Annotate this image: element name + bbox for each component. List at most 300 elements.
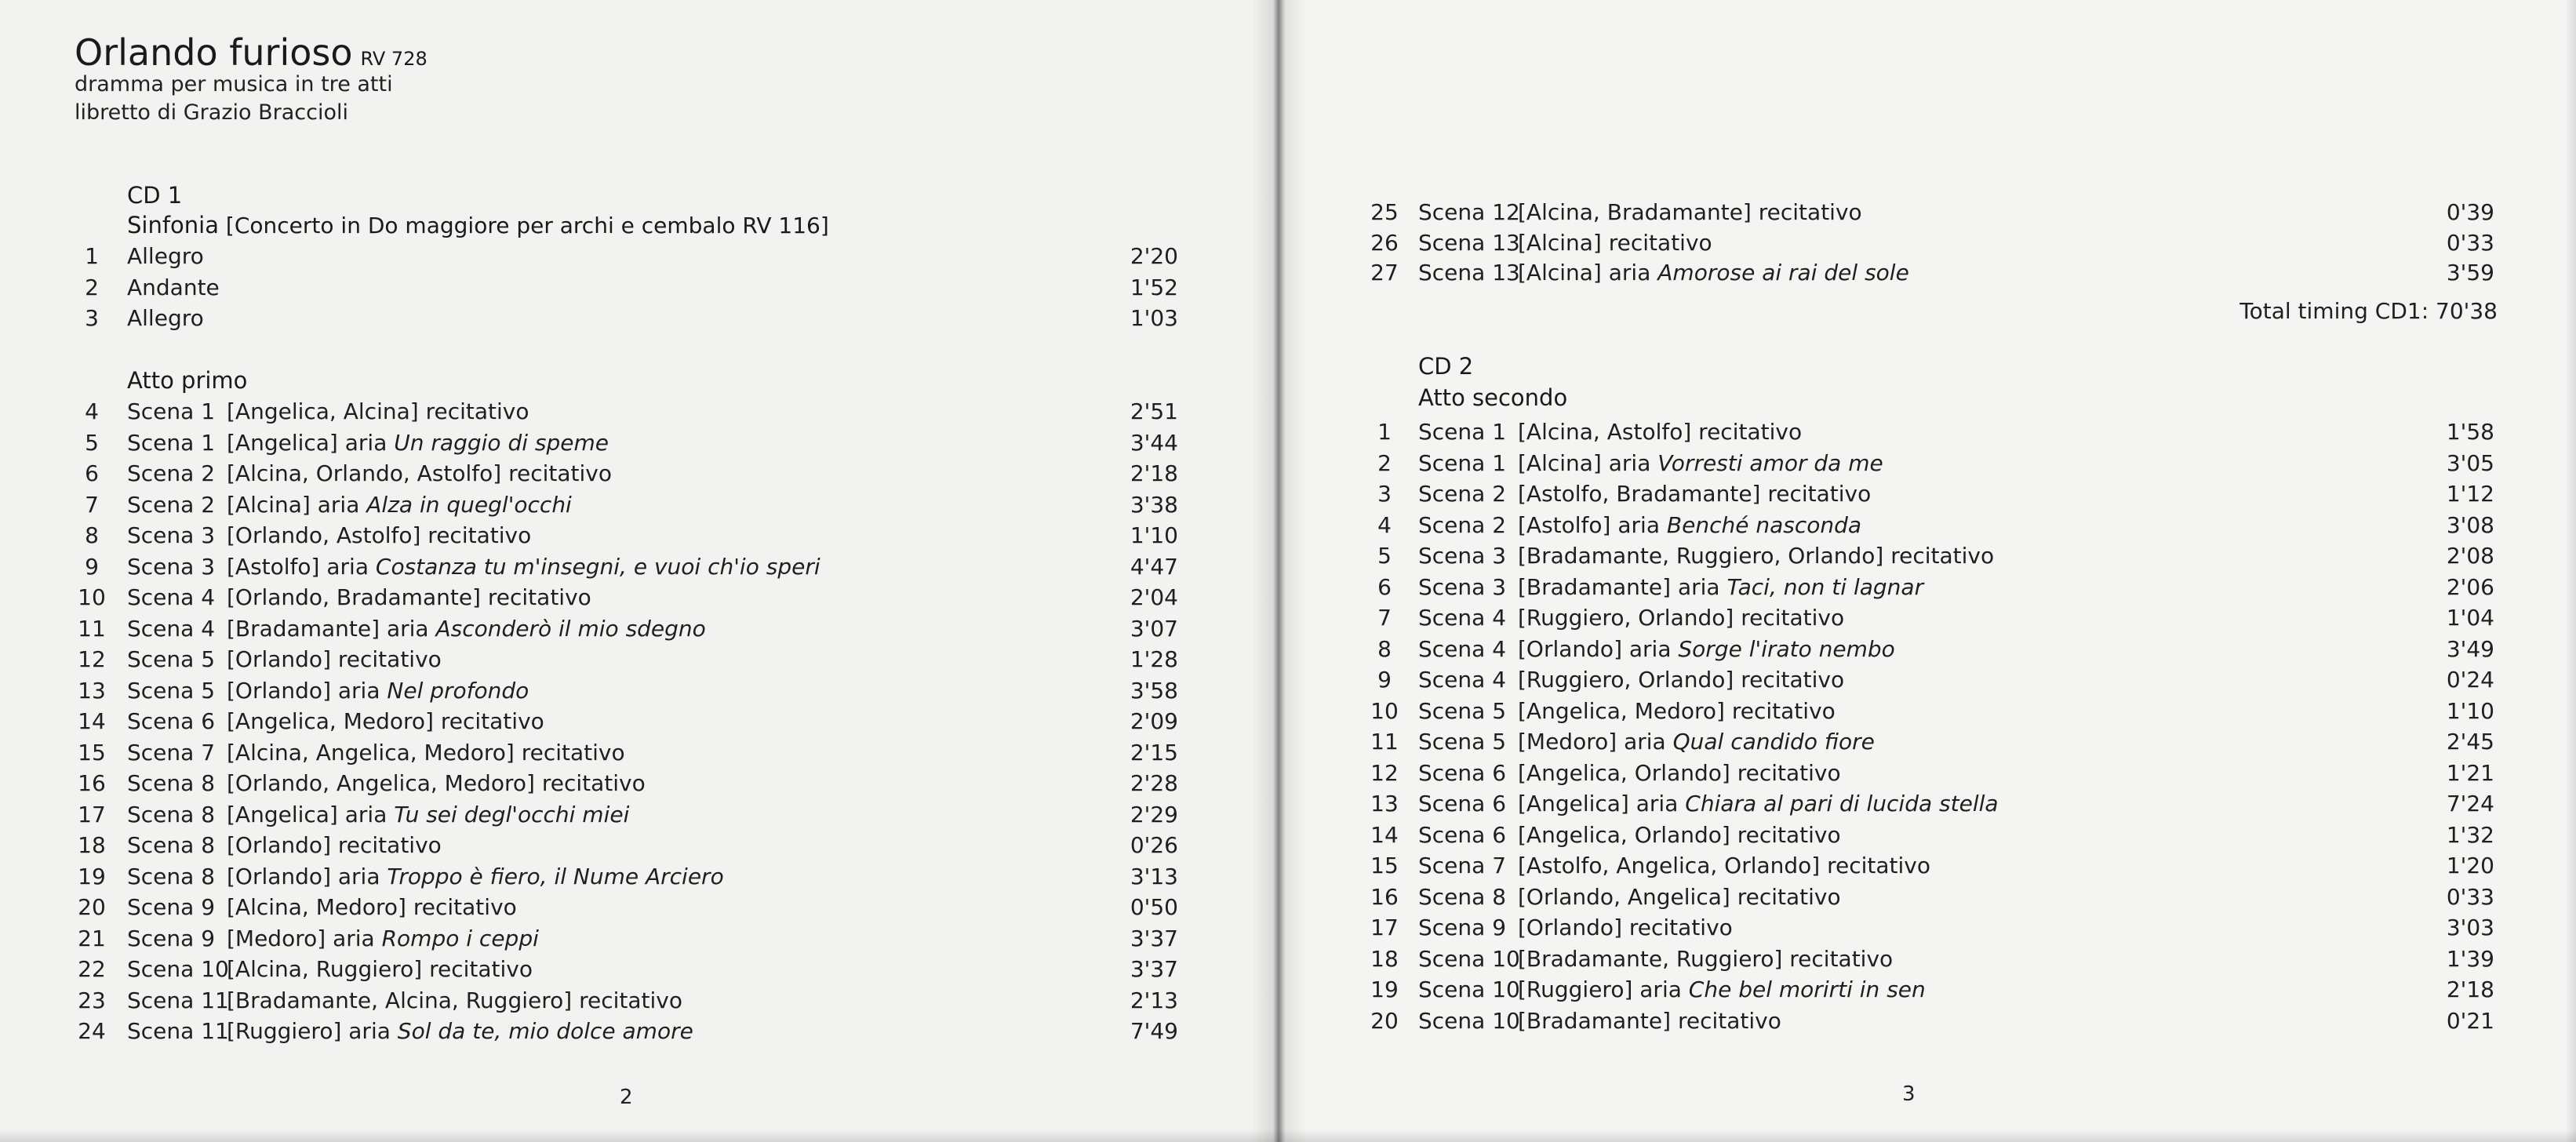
movement-name: Allegro — [127, 305, 204, 331]
track-number: 8 — [1377, 635, 1392, 662]
aria-title: Tu sei degl'occhi miei — [394, 801, 630, 827]
bottom-shadow — [0, 1129, 2576, 1142]
track-row — [1357, 698, 2494, 729]
total-timing: Total timing CD1: 70'38 — [2239, 298, 2498, 324]
track-description — [227, 770, 646, 796]
track-duration: 2'45 — [2446, 729, 2494, 755]
track-description — [227, 492, 572, 518]
scene-label: Scena 8 — [1418, 883, 1507, 910]
track-row — [1357, 481, 2494, 512]
track-row — [1357, 419, 2494, 450]
roles-and-form: [Alcina, Astolfo] recitativo — [1518, 419, 1803, 445]
scene-label: Scena 10 — [1418, 945, 1520, 972]
scene-label: Scena 2 — [1418, 481, 1507, 507]
track-duration: 3'59 — [2446, 260, 2494, 286]
roles-and-form: [Orlando, Astolfo] recitativo — [227, 522, 532, 548]
track-row — [1357, 853, 2494, 884]
track-number: 12 — [1370, 759, 1399, 786]
track-row — [64, 926, 1178, 957]
track-number: 6 — [1377, 573, 1392, 600]
roles-and-form: [Angelica] aria — [227, 429, 387, 456]
track-description — [1518, 543, 1994, 569]
roles-and-form: [Alcina] recitativo — [1518, 229, 1712, 256]
scene-label: Scena 2 — [127, 491, 216, 518]
roles-and-form: [Ruggiero] aria — [1518, 977, 1682, 1002]
track-duration: 1'58 — [2446, 419, 2494, 445]
track-number: 24 — [78, 1018, 106, 1044]
movement-name: Allegro — [127, 243, 204, 269]
track-number: 4 — [85, 398, 99, 424]
roles-and-form: [Bradamante, Ruggiero] recitativo — [1518, 945, 1894, 972]
track-row — [64, 987, 1178, 1019]
scene-label: Scena 6 — [1418, 759, 1507, 786]
track-description — [1518, 946, 1893, 972]
track-duration: 2'13 — [1130, 987, 1178, 1013]
track-duration: 1'03 — [1130, 305, 1178, 331]
track-number: 5 — [1377, 543, 1392, 569]
roles-and-form: [Angelica, Medoro] recitativo — [227, 708, 544, 734]
track-duration: 1'32 — [2446, 821, 2494, 848]
track-description — [1518, 791, 1999, 816]
track-duration: 2'08 — [2446, 543, 2494, 569]
track-description — [227, 987, 682, 1013]
track-duration: 3'38 — [1130, 491, 1178, 518]
track-duration: 3'49 — [2446, 635, 2494, 662]
track-row — [1357, 512, 2494, 544]
track-number: 26 — [1370, 229, 1399, 256]
track-description — [1518, 450, 1883, 476]
track-row — [1357, 667, 2494, 698]
track-duration: 2'09 — [1130, 708, 1178, 734]
track-number: 13 — [78, 677, 106, 704]
track-number: 13 — [1370, 791, 1399, 816]
track-description — [227, 802, 629, 827]
scene-label: Scena 10 — [1418, 1007, 1520, 1034]
roles-and-form: [Bradamante] aria — [227, 615, 429, 642]
track-duration: 4'47 — [1130, 553, 1178, 580]
scene-label: Scena 6 — [1418, 791, 1507, 816]
roles-and-form: [Angelica, Medoro] recitativo — [1518, 697, 1836, 724]
track-duration: 3'08 — [2446, 511, 2494, 538]
track-number: 10 — [1370, 697, 1399, 724]
sinfonia-detail: [Concerto in Do maggiore per archi e cembalo RV 116] — [219, 213, 829, 238]
track-number: 14 — [78, 708, 106, 734]
track-duration: 3'37 — [1130, 925, 1178, 951]
aria-title: Sorge l'irato nembo — [1678, 635, 1895, 662]
scene-label: Scena 6 — [1418, 821, 1507, 848]
track-number: 20 — [78, 894, 106, 920]
roles-and-form: [Alcina] aria — [1518, 260, 1651, 286]
track-description — [1518, 481, 1871, 507]
roles-and-form: [Orlando] recitativo — [1518, 915, 1733, 940]
scene-label: Scena 4 — [1418, 667, 1507, 693]
roles-and-form: [Astolfo] aria — [1518, 511, 1660, 538]
track-description — [1518, 199, 1862, 225]
track-number: 9 — [1377, 667, 1392, 693]
track-row — [64, 646, 1178, 678]
track-duration: 3'37 — [1130, 956, 1178, 982]
scene-label: Scena 5 — [127, 646, 216, 672]
track-description — [1518, 667, 1844, 693]
track-description — [227, 646, 442, 672]
track-duration: 0'24 — [2446, 667, 2494, 693]
aria-title: Un raggio di speme — [394, 429, 609, 456]
track-row — [1357, 946, 2494, 977]
page-number: 3 — [1902, 1082, 1916, 1106]
track-description — [227, 398, 529, 424]
track-number: 25 — [1370, 199, 1399, 225]
aria-title: Rompo i ceppi — [381, 925, 539, 951]
roles-and-form: [Angelica] aria — [227, 801, 387, 827]
aria-title: Taci, non ti lagnar — [1726, 573, 1924, 600]
track-row — [1357, 574, 2494, 606]
track-description — [1518, 698, 1836, 724]
track-row — [1357, 1008, 2494, 1039]
track-row — [1357, 977, 2494, 1008]
track-number: 22 — [78, 956, 106, 982]
roles-and-form: [Angelica] aria — [1518, 791, 1679, 816]
roles-and-form: [Alcina, Ruggiero] recitativo — [227, 956, 533, 982]
roles-and-form: [Bradamante, Alcina, Ruggiero] recitativo — [227, 987, 682, 1013]
track-row — [64, 708, 1178, 740]
act-heading: Atto secondo — [1418, 384, 1568, 411]
roles-and-form: [Angelica, Alcina] recitativo — [227, 398, 529, 424]
roles-and-form: [Ruggiero, Orlando] recitativo — [1518, 605, 1845, 631]
track-number: 15 — [1370, 853, 1399, 878]
aria-title: Costanza tu m'insegni, e vuoi ch'io speri — [375, 553, 820, 580]
track-number: 11 — [1370, 729, 1399, 755]
track-number: 15 — [78, 739, 106, 766]
track-duration: 0'21 — [2446, 1007, 2494, 1034]
track-duration: 0'26 — [1130, 832, 1178, 858]
track-row — [64, 275, 1178, 306]
scene-label: Scena 13 — [1418, 229, 1520, 256]
roles-and-form: [Ruggiero, Orlando] recitativo — [1518, 667, 1845, 693]
track-number: 1 — [1377, 419, 1392, 445]
roles-and-form: [Bradamante] aria — [1518, 573, 1720, 600]
track-row — [64, 1018, 1178, 1049]
track-number: 18 — [78, 832, 106, 858]
scene-label: Scena 1 — [1418, 419, 1507, 445]
track-duration: 0'33 — [2446, 229, 2494, 256]
track-duration: 3'13 — [1130, 863, 1178, 889]
track-duration: 0'39 — [2446, 199, 2494, 225]
page-number: 2 — [620, 1086, 633, 1109]
track-duration: 2'15 — [1130, 739, 1178, 766]
track-number: 3 — [85, 305, 99, 331]
sinfonia-word: Sinfonia — [127, 212, 220, 238]
catalogue-number: RV 728 — [360, 48, 428, 70]
scene-label: Scena 1 — [127, 429, 216, 456]
scene-label: Scena 8 — [127, 863, 216, 889]
roles-and-form: [Orlando] recitativo — [227, 646, 442, 672]
page-edge-shadow — [2565, 0, 2576, 1142]
scene-label: Scena 11 — [127, 987, 229, 1013]
track-description — [227, 460, 612, 486]
track-number: 23 — [78, 987, 106, 1013]
track-duration: 1'21 — [2446, 759, 2494, 786]
track-description — [1518, 822, 1841, 848]
track-description — [227, 894, 517, 920]
track-row — [1357, 636, 2494, 667]
track-duration: 2'20 — [1130, 243, 1178, 269]
roles-and-form: [Angelica, Orlando] recitativo — [1518, 821, 1841, 848]
track-row — [1357, 543, 2494, 574]
scene-label: Scena 2 — [127, 460, 216, 486]
right-page — [1279, 0, 2576, 1142]
track-number: 19 — [1370, 977, 1399, 1002]
track-duration: 3'05 — [2446, 449, 2494, 476]
roles-and-form: [Astolfo] aria — [227, 553, 369, 580]
track-description — [1518, 729, 1875, 755]
track-duration: 1'39 — [2446, 945, 2494, 972]
track-number: 11 — [78, 615, 106, 642]
scene-label: Scena 2 — [1418, 511, 1507, 538]
aria-title: Nel profondo — [387, 677, 529, 704]
scene-label: Scena 4 — [1418, 605, 1507, 631]
aria-title: Qual candido fiore — [1672, 729, 1875, 755]
track-description — [227, 832, 442, 858]
scene-label: Scena 4 — [1418, 635, 1507, 662]
track-row — [1357, 822, 2494, 853]
scene-label: Scena 8 — [127, 770, 216, 796]
movement-name: Andante — [127, 274, 220, 300]
track-description — [1518, 884, 1841, 910]
track-number: 16 — [78, 770, 106, 796]
track-number: 19 — [78, 863, 106, 889]
track-row — [64, 678, 1178, 709]
track-description — [1518, 977, 1926, 1002]
aria-title: Vorresti amor da me — [1657, 449, 1883, 476]
track-row — [64, 243, 1178, 275]
scene-label: Scena 4 — [127, 584, 216, 610]
scene-label: Scena 10 — [1418, 977, 1520, 1002]
track-number: 10 — [78, 584, 106, 610]
track-number: 2 — [1377, 449, 1392, 476]
scene-label: Scena 10 — [127, 956, 229, 982]
track-description — [227, 554, 820, 580]
roles-and-form: [Alcina] aria — [227, 491, 360, 518]
track-description — [227, 430, 609, 456]
track-row — [1357, 729, 2494, 760]
track-description — [1518, 605, 1844, 631]
track-duration: 2'06 — [2446, 573, 2494, 600]
book-gutter — [1251, 0, 1306, 1142]
scene-label: Scena 4 — [127, 615, 216, 642]
track-description — [227, 616, 706, 642]
track-description — [1518, 574, 1923, 600]
roles-and-form: [Astolfo, Bradamante] recitativo — [1518, 481, 1872, 507]
track-description — [1518, 230, 1712, 256]
left-page — [0, 0, 1279, 1142]
roles-and-form: [Alcina, Orlando, Astolfo] recitativo — [227, 460, 613, 486]
track-row — [64, 522, 1178, 554]
roles-and-form: [Orlando] aria — [227, 677, 380, 704]
scene-label: Scena 3 — [127, 522, 216, 548]
track-number: 1 — [85, 243, 99, 269]
track-number: 5 — [85, 429, 99, 456]
track-duration: 7'24 — [2446, 791, 2494, 816]
track-duration: 1'52 — [1130, 274, 1178, 300]
track-row — [1357, 199, 2494, 231]
track-row — [64, 398, 1178, 430]
aria-title: Troppo è fiero, il Nume Arciero — [387, 863, 724, 889]
track-row — [1357, 915, 2494, 946]
roles-and-form: [Orlando, Bradamante] recitativo — [227, 584, 591, 610]
track-number: 17 — [1370, 915, 1399, 940]
track-row — [64, 864, 1178, 895]
roles-and-form: [Astolfo, Angelica, Orlando] recitativo — [1518, 853, 1931, 878]
roles-and-form: [Orlando] recitativo — [227, 832, 442, 858]
track-number: 20 — [1370, 1007, 1399, 1034]
track-description — [227, 522, 531, 548]
track-number: 21 — [78, 925, 106, 951]
track-duration: 1'12 — [2446, 481, 2494, 507]
aria-title: Che bel morirti in sen — [1688, 977, 1926, 1002]
track-number: 16 — [1370, 883, 1399, 910]
track-description — [1518, 419, 1802, 445]
track-description — [227, 864, 724, 889]
act-heading: Atto primo — [127, 367, 248, 394]
track-number: 2 — [85, 274, 99, 300]
scene-label: Scena 3 — [127, 553, 216, 580]
cd-label: CD 2 — [1418, 353, 1474, 380]
track-row — [64, 956, 1178, 987]
track-row — [1357, 605, 2494, 636]
subtitle-librettist: libretto di Grazio Braccioli — [75, 100, 348, 125]
track-description — [1518, 760, 1841, 786]
scene-label: Scena 9 — [127, 925, 216, 951]
scene-label: Scena 12 — [1418, 199, 1520, 225]
track-duration: 0'50 — [1130, 894, 1178, 920]
track-number: 4 — [1377, 511, 1392, 538]
track-duration: 1'28 — [1130, 646, 1178, 672]
roles-and-form: [Medoro] aria — [1518, 729, 1666, 755]
track-duration: 0'33 — [2446, 883, 2494, 910]
track-row — [64, 460, 1178, 492]
track-row — [64, 584, 1178, 616]
track-duration: 3'44 — [1130, 429, 1178, 456]
scene-label: Scena 1 — [127, 398, 216, 424]
track-description — [227, 1018, 693, 1044]
track-duration: 2'28 — [1130, 770, 1178, 796]
track-number: 17 — [78, 801, 106, 827]
track-duration: 1'20 — [2446, 853, 2494, 878]
track-description — [227, 584, 591, 610]
track-duration: 1'10 — [1130, 522, 1178, 548]
roles-and-form: [Orlando, Angelica, Medoro] recitativo — [227, 770, 646, 796]
track-row — [1357, 791, 2494, 822]
track-number: 9 — [85, 553, 99, 580]
track-number: 12 — [78, 646, 106, 672]
track-number: 8 — [85, 522, 99, 548]
track-description — [1518, 260, 1909, 286]
track-duration: 3'58 — [1130, 677, 1178, 704]
roles-and-form: [Angelica, Orlando] recitativo — [1518, 759, 1841, 786]
track-duration: 1'10 — [2446, 697, 2494, 724]
scene-label: Scena 5 — [1418, 729, 1507, 755]
track-row — [64, 802, 1178, 833]
scene-label: Scena 5 — [127, 677, 216, 704]
track-row — [64, 492, 1178, 523]
scene-label: Scena 8 — [127, 801, 216, 827]
scene-label: Scena 3 — [1418, 573, 1507, 600]
subtitle-genre: dramma per musica in tre atti — [75, 72, 393, 96]
roles-and-form: [Alcina, Angelica, Medoro] recitativo — [227, 739, 625, 766]
track-duration: 7'49 — [1130, 1018, 1178, 1044]
roles-and-form: [Orlando] aria — [1518, 635, 1672, 662]
track-number: 7 — [1377, 605, 1392, 631]
aria-title: Amorose ai rai del sole — [1657, 260, 1909, 286]
track-row — [64, 770, 1178, 802]
track-description — [227, 678, 529, 704]
aria-title: Sol da te, mio dolce amore — [397, 1018, 693, 1044]
aria-title: Asconderò il mio sdegno — [435, 615, 706, 642]
scene-label: Scena 7 — [127, 739, 216, 766]
aria-title: Benché nasconda — [1666, 511, 1862, 538]
track-description — [227, 740, 625, 766]
track-row — [64, 832, 1178, 864]
aria-title: Chiara al pari di lucida stella — [1685, 791, 1999, 816]
track-duration: 2'04 — [1130, 584, 1178, 610]
scene-label: Scena 3 — [1418, 543, 1507, 569]
track-description — [1518, 853, 1930, 878]
track-row — [1357, 884, 2494, 915]
scene-label: Scena 6 — [127, 708, 216, 734]
track-row — [64, 894, 1178, 926]
track-row — [64, 305, 1178, 336]
scene-label: Scena 8 — [127, 832, 216, 858]
roles-and-form: [Bradamante, Ruggiero, Orlando] recitativo — [1518, 543, 1995, 569]
scene-label: Scena 1 — [1418, 449, 1507, 476]
scene-label: Scena 7 — [1418, 853, 1507, 878]
track-row — [64, 430, 1178, 461]
scene-label: Scena 9 — [1418, 915, 1507, 940]
track-row — [64, 616, 1178, 647]
track-row — [64, 740, 1178, 771]
track-duration: 3'07 — [1130, 615, 1178, 642]
track-description — [227, 956, 533, 982]
track-row — [64, 554, 1178, 585]
track-duration: 3'03 — [2446, 915, 2494, 940]
roles-and-form: [Ruggiero] aria — [227, 1018, 391, 1044]
track-number: 18 — [1370, 945, 1399, 972]
track-number: 7 — [85, 491, 99, 518]
track-duration: 2'18 — [2446, 977, 2494, 1002]
track-description — [1518, 915, 1733, 940]
roles-and-form: [Bradamante] recitativo — [1518, 1007, 1781, 1034]
track-number: 27 — [1370, 260, 1399, 286]
track-duration: 1'04 — [2446, 605, 2494, 631]
track-row — [1357, 230, 2494, 261]
sinfonia-heading — [127, 212, 829, 238]
roles-and-form: [Medoro] aria — [227, 925, 375, 951]
track-row — [1357, 450, 2494, 482]
track-number: 3 — [1377, 481, 1392, 507]
track-number: 6 — [85, 460, 99, 486]
track-description — [227, 708, 544, 734]
track-description — [227, 926, 539, 951]
roles-and-form: [Alcina] aria — [1518, 449, 1651, 476]
track-number: 14 — [1370, 821, 1399, 848]
track-description — [1518, 1008, 1781, 1034]
roles-and-form: [Alcina, Medoro] recitativo — [227, 894, 517, 920]
roles-and-form: [Orlando] aria — [227, 863, 380, 889]
scene-label: Scena 13 — [1418, 260, 1520, 286]
roles-and-form: [Orlando, Angelica] recitativo — [1518, 883, 1841, 910]
scene-label: Scena 11 — [127, 1018, 229, 1044]
scene-label: Scena 9 — [127, 894, 216, 920]
